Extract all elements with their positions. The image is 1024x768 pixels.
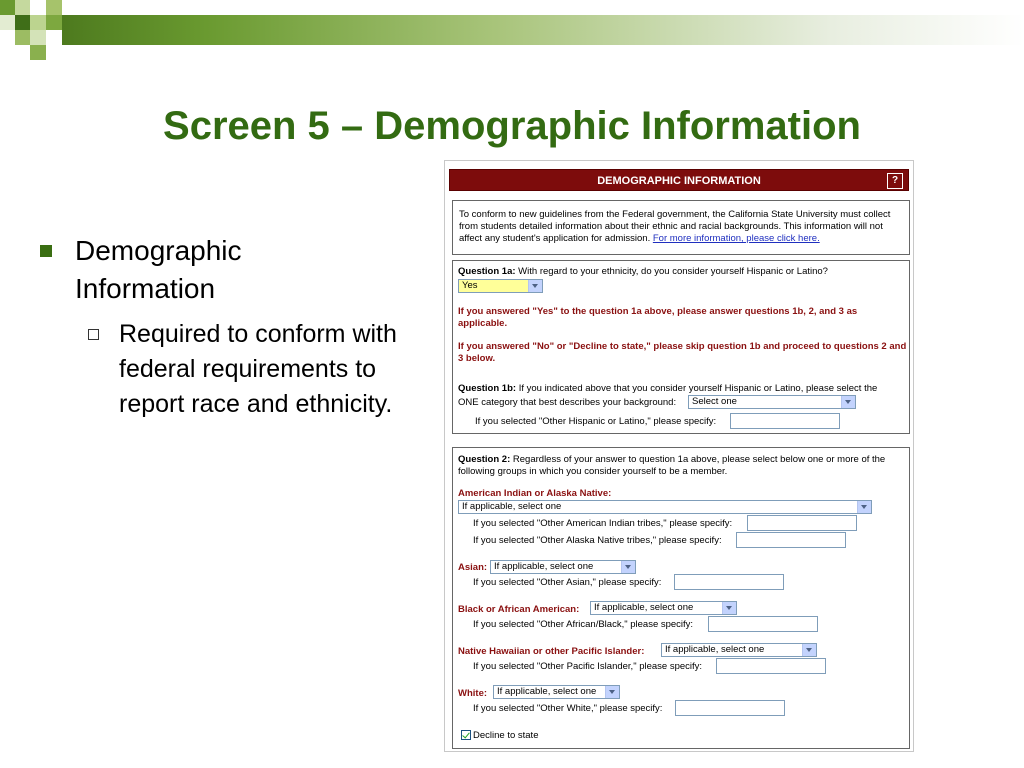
note-answered-no: If you answered "No" or "Decline to state," please skip question 1b and proceed to questions 2 and 3 below. [458,341,907,364]
sub-bullet-text: Required to conform with federal requirements to report race and ethnicity. [119,320,397,418]
black-label: Black or African American: [458,604,580,615]
corner-square-5 [15,15,30,30]
corner-square-6 [30,15,46,30]
decline-checkbox[interactable] [461,730,471,740]
native-hawaiian-select[interactable] [661,643,817,657]
american-indian-select-value: If applicable, select one [462,501,562,512]
q1b-label: Question 1b: [458,383,517,394]
chevron-down-icon [605,686,619,698]
corner-square-8 [15,30,30,45]
chevron-down-icon [841,396,855,408]
white-other-label: If you selected "Other White," please specify: [473,703,663,714]
help-icon[interactable]: ? [887,173,903,189]
native-hawaiian-select-value: If applicable, select one [665,644,765,655]
note-answered-yes: If you answered "Yes" to the question 1a above, please answer questions 1b, 2, and 3 as applicable. [458,306,858,329]
question-1-panel [452,260,910,434]
chevron-down-icon [802,644,816,656]
q2-text-2: following groups in which you consider yourself to be a member. [458,466,728,477]
intro-panel [452,200,910,255]
white-select-value: If applicable, select one [497,686,597,697]
black-other-input[interactable] [708,616,818,632]
chevron-down-icon [621,561,635,573]
bullet-text: Demographic Information [75,235,242,304]
black-select[interactable] [590,601,737,615]
q1b-row [458,383,877,395]
header-gradient-bar [62,15,1024,45]
ai-other-tribes-label: If you selected "Other American Indian tribes," please specify: [473,518,733,529]
hollow-square-bullet-icon [88,329,99,340]
q1a-text: With regard to your ethnicity, do you consider yourself Hispanic or Latino? [515,266,828,277]
q1b-text-1: If you indicated above that you consider yourself Hispanic or Latino, please select the [516,383,878,394]
q2-label: Question 2: [458,454,511,465]
black-other-label: If you selected "Other African/Black," please specify: [473,619,694,630]
native-hawaiian-label: Native Hawaiian or other Pacific Islander: [458,646,645,657]
question-2-panel [452,447,910,749]
q1a-select-value: Yes [462,280,478,291]
intro-text: To conform to new guidelines from the Federal government, the California State University must collect from students detailed information about their ethnic and racial backgrounds. This information will not affect any student's application for admission. [459,209,891,244]
ai-other-alaska-label: If you selected "Other Alaska Native tribes," please specify: [473,535,722,546]
slide-title: Screen 5 – Demographic Information [163,104,861,148]
q1b-text-2: ONE category that best describes your background: [458,397,677,408]
asian-other-input[interactable] [674,574,784,590]
q2-row [458,454,885,466]
q1a-row [458,266,828,278]
q1a-select[interactable] [458,279,543,293]
nh-other-input[interactable] [716,658,826,674]
form-header [449,169,909,191]
more-info-link[interactable]: For more information, please click here. [652,233,820,244]
chevron-down-icon [528,280,542,292]
american-indian-label: American Indian or Alaska Native: [458,488,612,499]
white-select[interactable] [493,685,620,699]
corner-square-3 [46,0,62,15]
corner-square-9 [30,30,46,45]
nh-other-label: If you selected "Other Pacific Islander," please specify: [473,661,703,672]
corner-square-1 [0,0,15,15]
asian-select[interactable] [490,560,636,574]
white-label: White: [458,688,488,699]
asian-select-value: If applicable, select one [494,561,594,572]
corner-square-2 [15,0,30,15]
q1b-other-input[interactable] [730,413,840,429]
q1a-label: Question 1a: [458,266,516,277]
ai-other-alaska-input[interactable] [736,532,846,548]
square-bullet-icon [40,245,52,257]
corner-square-7 [46,15,62,30]
asian-label: Asian: [458,562,488,573]
chevron-down-icon [857,501,871,513]
chevron-down-icon [722,602,736,614]
black-select-value: If applicable, select one [594,602,694,613]
q1b-other-label: If you selected "Other Hispanic or Latino," please specify: [475,416,717,427]
q1b-select[interactable] [688,395,856,409]
decline-label: Decline to state [473,730,539,741]
corner-square-4 [0,15,15,30]
white-other-input[interactable] [675,700,785,716]
demographic-form [444,160,914,752]
form-header-title: DEMOGRAPHIC INFORMATION [597,175,761,187]
q2-text-1: Regardless of your answer to question 1a above, please select below one or more of the [510,454,886,465]
american-indian-select[interactable] [458,500,872,514]
ai-other-tribes-input[interactable] [747,515,857,531]
corner-square-10 [30,45,46,60]
asian-other-label: If you selected "Other Asian," please specify: [473,577,662,588]
q1b-select-value: Select one [692,396,737,407]
